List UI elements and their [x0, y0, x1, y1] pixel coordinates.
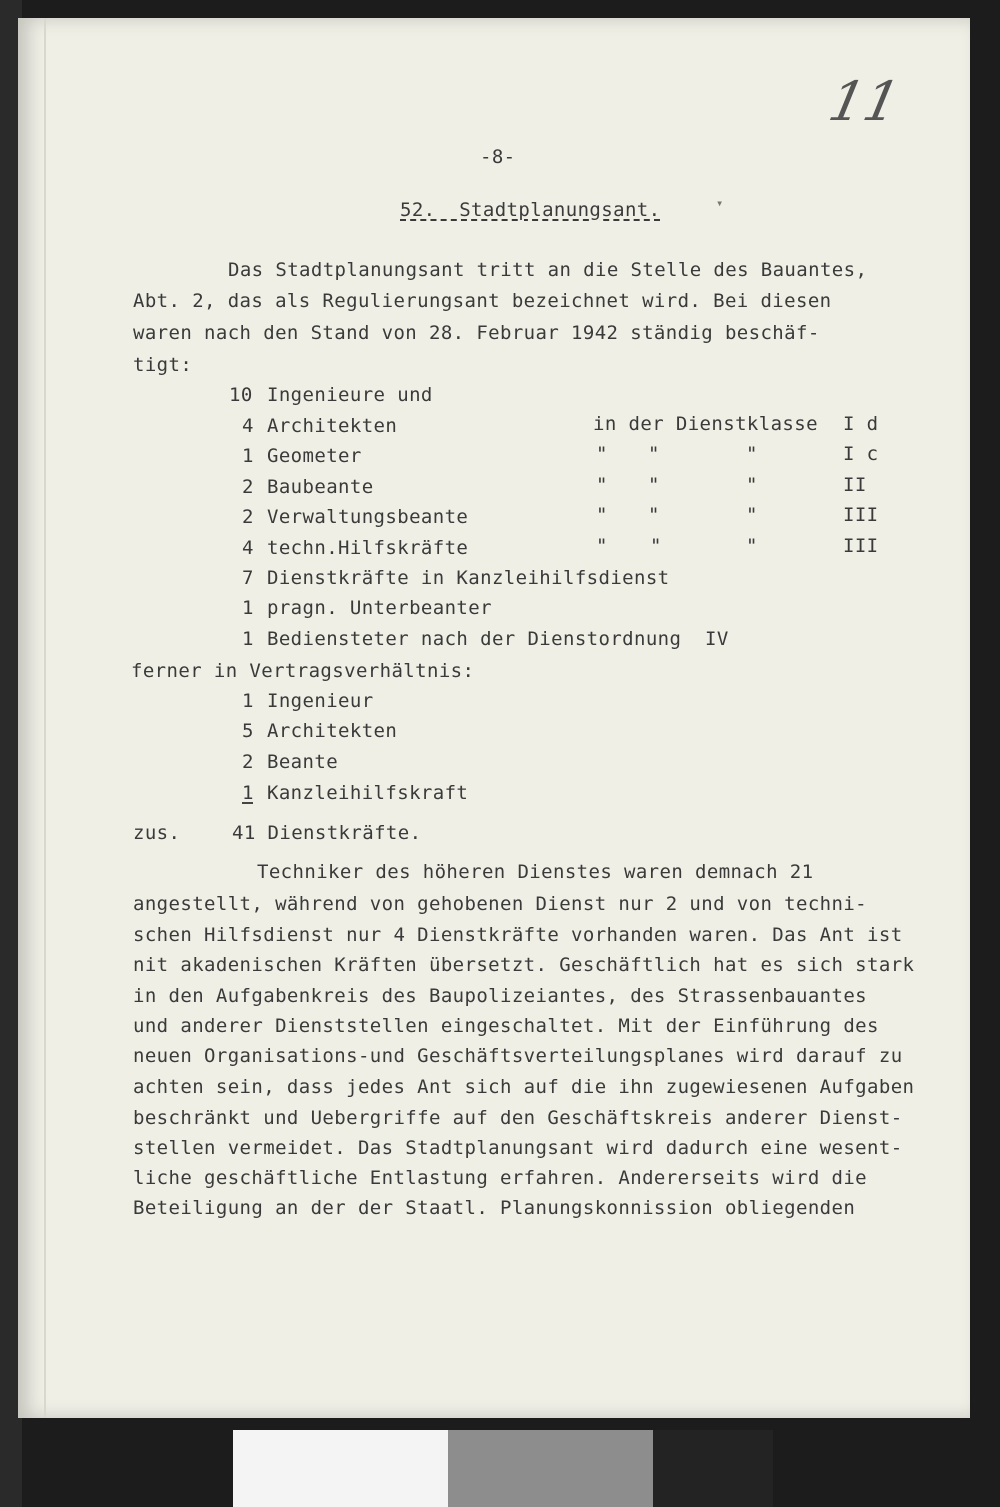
ditto-mark: ": [596, 504, 608, 526]
staff-role: Architekten: [267, 415, 398, 437]
total-label: zus.: [133, 822, 181, 844]
contract-role: Architekten: [267, 720, 398, 742]
staff-count: 1: [242, 628, 254, 650]
contract-count: 5: [242, 720, 254, 742]
staff-role: Ingenieure und: [267, 384, 433, 406]
staff-class: II: [843, 474, 867, 496]
ditto-mark: ": [746, 504, 758, 526]
ditto-mark: ": [650, 535, 662, 557]
body-line: liche geschäftliche Entlastung erfahren. Andererseits wird die: [133, 1167, 868, 1189]
body-line: schen Hilfsdienst nur 4 Dienstkräfte vorhanden waren. Das Ant ist: [133, 924, 903, 946]
body-line: angestellt, während von gehobenen Dienst nur 2 und von techni-: [133, 893, 868, 915]
staff-count: 1: [242, 445, 254, 467]
section-heading: 52. Stadtplanungsant.: [400, 199, 661, 221]
body-line: Techniker des höheren Dienstes waren demnach 21: [257, 861, 814, 883]
staff-role: Bediensteter nach der Dienstordnung IV: [267, 628, 729, 650]
body-line: und anderer Dienststellen eingeschaltet. Mit der Einführung des: [133, 1015, 879, 1037]
staff-count: 2: [242, 476, 254, 498]
ink-mark: ▾: [716, 196, 724, 210]
intro-line: tigt:: [133, 354, 193, 376]
contract-count: 1: [242, 782, 254, 804]
contract-role: Beante: [267, 751, 339, 773]
ditto-mark: ": [596, 535, 608, 557]
body-line: stellen vermeidet. Das Stadtplanungsant wird dadurch eine wesent-: [133, 1137, 903, 1159]
total-value: 41 Dienstkräfte.: [232, 822, 422, 844]
staff-class: I d: [843, 413, 879, 435]
page-number: -8-: [480, 146, 516, 168]
ditto-mark: ": [648, 504, 660, 526]
ditto-mark: ": [746, 443, 758, 465]
body-line: beschränkt und Uebergriffe auf den Geschäftskreis anderer Dienst-: [133, 1107, 903, 1129]
ditto-mark: ": [596, 443, 608, 465]
staff-service-class-label: in der Dienstklasse: [593, 413, 818, 435]
staff-count: 7: [242, 567, 254, 589]
body-line: in den Aufgabenkreis des Baupolizeiantes, des Strassenbauantes: [133, 985, 868, 1007]
handwritten-page-number: 11: [823, 70, 906, 133]
staff-role: techn.Hilfskräfte: [267, 537, 469, 559]
intro-line: Das Stadtplanungsant tritt an die Stelle des Bauantes,: [228, 259, 868, 281]
staff-role: Geometer: [267, 445, 362, 467]
staff-class: I c: [843, 443, 879, 465]
ditto-mark: ": [648, 474, 660, 496]
ditto-mark: ": [746, 535, 758, 557]
calibration-patch-white: [233, 1430, 448, 1507]
staff-count: 4: [242, 415, 254, 437]
contract-heading: ferner in Vertragsverhältnis:: [131, 660, 475, 682]
body-line: nit akadenischen Kräften übersetzt. Geschäftlich hat es sich stark: [133, 954, 915, 976]
ditto-mark: ": [596, 474, 608, 496]
staff-role: Baubeante: [267, 476, 374, 498]
staff-count: 2: [242, 506, 254, 528]
contract-role: Kanzleihilfskraft: [267, 782, 469, 804]
page-edge: [44, 18, 46, 1418]
staff-class: III: [843, 504, 879, 526]
staff-role: pragn. Unterbeanter: [267, 597, 492, 619]
staff-class: III: [843, 535, 879, 557]
staff-count: 4: [242, 537, 254, 559]
ditto-mark: ": [746, 474, 758, 496]
body-line: achten sein, dass jedes Ant sich auf die ihn zugewiesenen Aufgaben: [133, 1076, 915, 1098]
contract-count: 2: [242, 751, 254, 773]
contract-role: Ingenieur: [267, 690, 374, 712]
calibration-patch-black: [653, 1430, 773, 1507]
body-line: Beteiligung an der der Staatl. Planungskonnission obliegenden: [133, 1197, 856, 1219]
staff-role: Dienstkräfte in Kanzleihilfsdienst: [267, 567, 670, 589]
staff-count: 1: [242, 597, 254, 619]
body-line: neuen Organisations-und Geschäftsverteilungsplanes wird darauf zu: [133, 1045, 903, 1067]
staff-role: Verwaltungsbeante: [267, 506, 469, 528]
intro-line: Abt. 2, das als Regulierungsant bezeichnet wird. Bei diesen: [133, 290, 832, 312]
staff-count: 10: [229, 384, 253, 406]
contract-count: 1: [242, 690, 254, 712]
ditto-mark: ": [648, 443, 660, 465]
intro-line: waren nach den Stand von 28. Februar 1942 ständig beschäf-: [133, 322, 820, 344]
calibration-patch-gray: [448, 1430, 653, 1507]
